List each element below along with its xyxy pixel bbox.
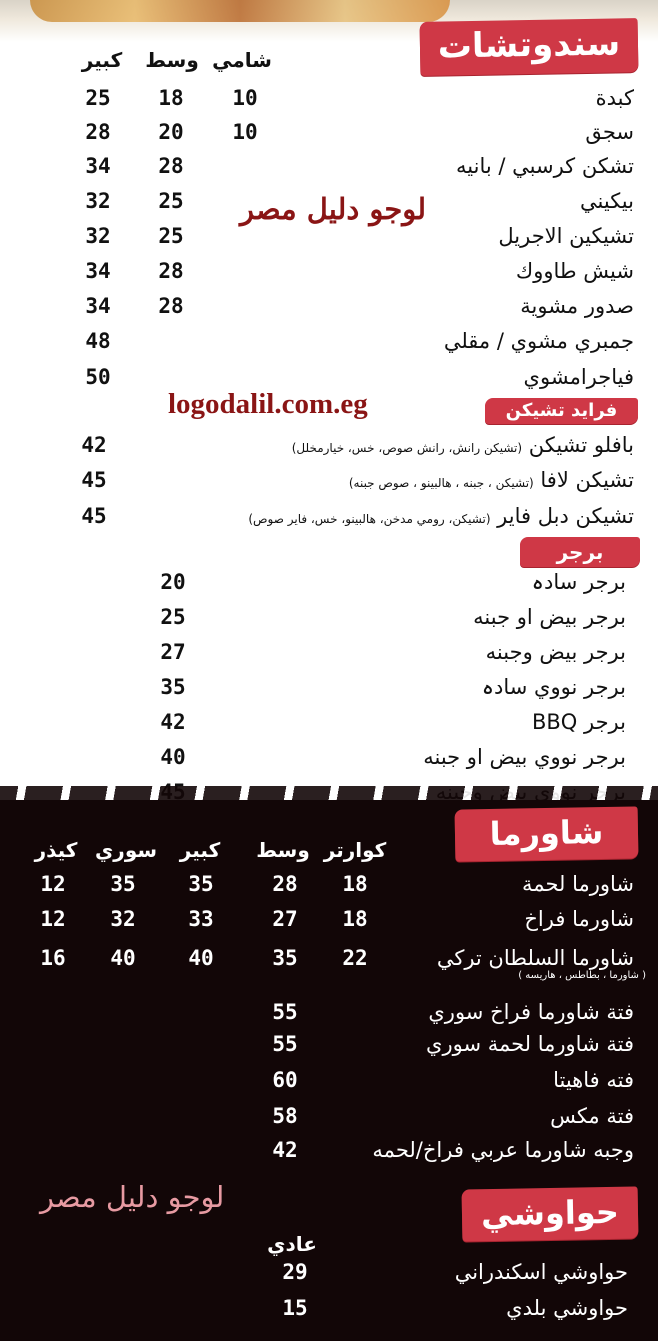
price-shami: 10 — [232, 120, 258, 144]
fried-chicken-item — [349, 468, 634, 492]
price-medium: 25 — [158, 224, 184, 248]
price-quarter: 18 — [342, 872, 368, 896]
price-kaiser: 12 — [40, 872, 66, 896]
price-medium: 28 — [158, 259, 184, 283]
col-header-shami: شامي — [212, 48, 272, 72]
hawawshi-item-name: حواوشي بلدي — [506, 1296, 628, 1320]
hawawshi-banner — [462, 1186, 639, 1241]
fried-chicken-item-desc: (تشيكن، رومي مدخن، هالبينو، خس، فاير صوص) — [248, 512, 491, 526]
fried-chicken-item-name: تشيكن دبل فاير — [490, 504, 634, 528]
burger-item-name: برجر نووي سادہ — [481, 675, 626, 699]
burger-price: 25 — [160, 605, 186, 629]
price-large: 34 — [85, 154, 111, 178]
price-medium: 27 — [272, 907, 298, 931]
hawawshi-col-regular: عادي — [267, 1232, 317, 1256]
fried-chicken-title: فرايد تشيكن — [505, 400, 618, 421]
burger-price: 35 — [160, 675, 186, 699]
shawarma-item-name: شاورما فراخ — [524, 907, 634, 931]
shawarma-col-kaiser: كيذر — [34, 838, 78, 862]
shawarma-extra-price: 42 — [272, 1138, 298, 1162]
price-medium: 28 — [158, 294, 184, 318]
price-syrian: 35 — [110, 872, 136, 896]
shawarma-extra-name: فته فاهيتا — [553, 1068, 634, 1092]
price-large: 40 — [188, 946, 214, 970]
burger-item-name: برجر سادہ — [531, 570, 626, 594]
fried-chicken-item-name: بافلو تشيكن — [522, 433, 634, 457]
price-shami: 10 — [232, 86, 258, 110]
watermark-arabic: لوجو دليل مصر — [240, 192, 427, 226]
hawawshi-price: 15 — [282, 1296, 308, 1320]
price-medium: 28 — [158, 154, 184, 178]
sandwiches-banner — [420, 18, 639, 76]
shawarma-extra-name: فتة مكس — [550, 1104, 634, 1128]
burger-price: 42 — [160, 710, 186, 734]
price-large: 34 — [85, 259, 111, 283]
col-header-medium: وسط — [145, 48, 199, 72]
fried-chicken-price: 42 — [81, 433, 107, 457]
menu-item-name: شيش طاووك — [515, 259, 634, 283]
price-large: 25 — [85, 86, 111, 110]
price-quarter: 22 — [342, 946, 368, 970]
fried-chicken-item-name: تشيكن لافا — [533, 468, 634, 492]
menu-item-name: فياجرامشوي — [523, 365, 634, 389]
menu-item-name: صدور مشوية — [520, 294, 634, 318]
shawarma-extra-price: 60 — [272, 1068, 298, 1092]
burger-item-name: برجر BBQ — [531, 710, 626, 734]
fried-chicken-price: 45 — [81, 504, 107, 528]
shawarma-col-quarter: كوارتر — [323, 838, 387, 862]
shawarma-extra-price: 55 — [272, 1000, 298, 1024]
price-medium: 18 — [158, 86, 184, 110]
shawarma-item-name: شاورما السلطان تركي — [436, 946, 634, 970]
price-medium: 35 — [272, 946, 298, 970]
burger-banner — [520, 537, 640, 567]
menu-item-name: تشكن كرسبي / بانيه — [456, 154, 634, 178]
watermark-latin: logodalil.com.eg — [168, 388, 368, 420]
menu-item-name: تشيكين الاجريل — [498, 224, 634, 248]
price-large: 34 — [85, 294, 111, 318]
col-header-large: كبير — [81, 48, 123, 72]
sandwiches-title: سندوتشات — [437, 23, 621, 67]
shawarma-extra-price: 55 — [272, 1032, 298, 1056]
shawarma-banner — [455, 806, 639, 861]
shawarma-col-syrian: سوري — [94, 838, 158, 862]
fried-chicken-item-desc: (تشيكن ، جبنه ، هالبينو ، صوص جبنه) — [348, 476, 534, 490]
shawarma-extra-name: فتة شاورما لحمة سوري — [426, 1032, 634, 1056]
menu-item-name: كبدة — [595, 86, 634, 110]
shawarma-extra-name: فتة شاورما فراخ سوري — [428, 1000, 634, 1024]
fried-chicken-item — [248, 504, 634, 528]
price-large: 48 — [85, 329, 111, 353]
shawarma-note: ( شاورما ، بطاطس ، هاريسه ) — [518, 970, 646, 981]
price-kaiser: 12 — [40, 907, 66, 931]
hawawshi-title: حواوشي — [480, 1192, 620, 1234]
fried-chicken-price: 45 — [81, 468, 107, 492]
watermark-arabic-2: لوجو دليل مصر — [40, 1180, 225, 1214]
menu-item-name: سجق — [585, 120, 634, 144]
hawawshi-item-name: حواوشي اسكندراني — [454, 1260, 628, 1284]
price-large: 32 — [85, 224, 111, 248]
burger-item-name: برجر بيض او جبنه — [473, 605, 626, 629]
burger-price: 20 — [160, 570, 186, 594]
menu-item-name: بيكيني — [580, 189, 634, 213]
burger-item-name: برجر بيض وجبنه — [485, 640, 626, 664]
shawarma-extra-name: وجبه شاورما عربي فراخ/لحمه — [372, 1138, 634, 1162]
price-syrian: 40 — [110, 946, 136, 970]
price-medium: 28 — [272, 872, 298, 896]
price-large: 33 — [188, 907, 214, 931]
burger-title: برجر — [556, 540, 604, 564]
burger-item-name: برجر نووي بيض او جبنه — [423, 745, 626, 769]
price-large: 35 — [188, 872, 214, 896]
shawarma-col-large: كبير — [179, 838, 221, 862]
price-large: 28 — [85, 120, 111, 144]
price-medium: 25 — [158, 189, 184, 213]
price-large: 32 — [85, 189, 111, 213]
price-syrian: 32 — [110, 907, 136, 931]
price-medium: 20 — [158, 120, 184, 144]
shawarma-title: شاورما — [489, 813, 604, 853]
shawarma-item-name: شاورما لحمة — [522, 872, 634, 896]
fried-chicken-banner — [485, 398, 638, 424]
shawarma-col-medium: وسط — [256, 838, 310, 862]
burger-price: 27 — [160, 640, 186, 664]
burger-price: 40 — [160, 745, 186, 769]
price-quarter: 18 — [342, 907, 368, 931]
hawawshi-price: 29 — [282, 1260, 308, 1284]
shawarma-extra-price: 58 — [272, 1104, 298, 1128]
price-kaiser: 16 — [40, 946, 66, 970]
fried-chicken-item-desc: (تشيكن رانش، رانش صوص، خس، خيارمخلل) — [291, 441, 523, 455]
fried-chicken-item — [292, 433, 634, 457]
menu-item-name: جمبري مشوي / مقلي — [443, 329, 634, 353]
price-large: 50 — [85, 365, 111, 389]
